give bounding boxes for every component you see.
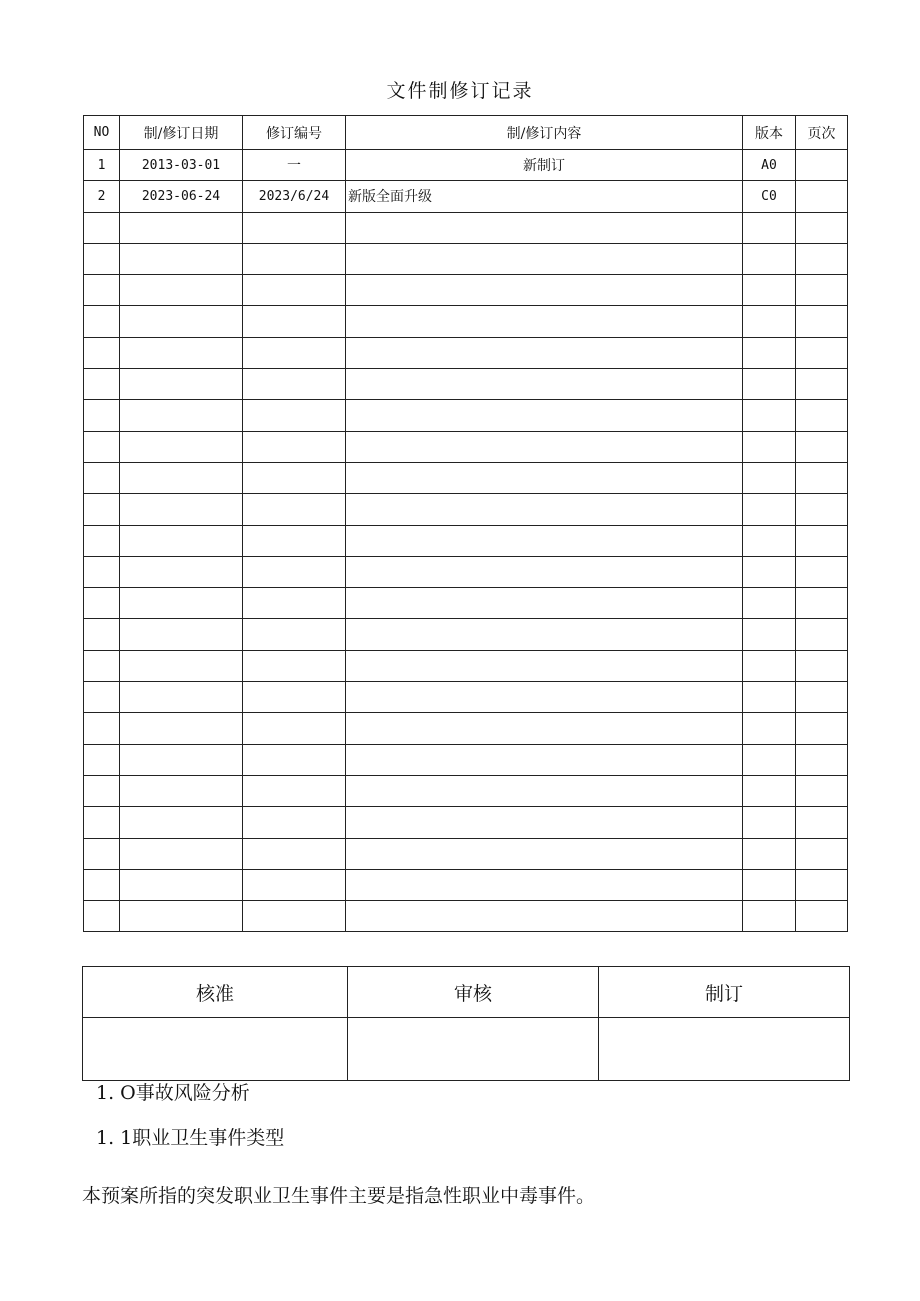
table-cell-empty — [743, 744, 796, 775]
table-cell-empty — [796, 807, 848, 838]
table-cell-empty — [743, 682, 796, 713]
approve-signature — [83, 1018, 348, 1081]
table-cell-empty — [346, 650, 743, 681]
table-cell-empty — [84, 212, 120, 243]
table-cell-empty — [796, 588, 848, 619]
table-cell-empty — [84, 275, 120, 306]
table-cell-empty — [346, 431, 743, 462]
section-heading-2: 1. 1职业卫生事件类型 — [96, 1127, 285, 1149]
table-cell-empty — [743, 494, 796, 525]
table-cell-empty — [120, 713, 243, 744]
table-cell-empty — [743, 400, 796, 431]
table-cell-empty — [346, 619, 743, 650]
header-number: 修订编号 — [243, 116, 346, 150]
table-row-empty — [84, 869, 848, 900]
table-row-empty — [84, 494, 848, 525]
table-cell-empty — [243, 243, 346, 274]
table-cell-empty — [243, 525, 346, 556]
table-cell-empty — [346, 462, 743, 493]
cell-content: 新制订 — [346, 150, 743, 181]
table-cell-empty — [84, 807, 120, 838]
table-cell-empty — [743, 212, 796, 243]
table-row-empty — [84, 212, 848, 243]
table-cell-empty — [796, 838, 848, 869]
table-cell-empty — [120, 869, 243, 900]
table-cell-empty — [346, 494, 743, 525]
table-cell-empty — [346, 713, 743, 744]
table-cell-empty — [84, 337, 120, 368]
table-cell-empty — [796, 775, 848, 806]
table-cell-empty — [743, 556, 796, 587]
body-paragraph: 本预案所指的突发职业卫生事件主要是指急性职业中毒事件。 — [82, 1185, 596, 1207]
header-version: 版本 — [743, 116, 796, 150]
table-cell-empty — [243, 306, 346, 337]
table-cell-empty — [796, 494, 848, 525]
table-cell-empty — [743, 337, 796, 368]
table-cell-empty — [120, 682, 243, 713]
table-cell-empty — [120, 744, 243, 775]
cell-date: 2023-06-24 — [120, 181, 243, 212]
table-row-empty — [84, 275, 848, 306]
table-cell-empty — [120, 556, 243, 587]
signoff-header-row — [83, 967, 850, 1018]
revision-table-header — [84, 116, 848, 150]
table-row-empty — [84, 807, 848, 838]
page-title: 文件制修订记录 — [386, 80, 534, 102]
table-cell-empty — [796, 619, 848, 650]
table-row-empty — [84, 775, 848, 806]
table-cell-empty — [84, 713, 120, 744]
table-cell-empty — [120, 650, 243, 681]
table-row-empty — [84, 431, 848, 462]
table-cell-empty — [796, 369, 848, 400]
table-row-empty — [84, 400, 848, 431]
table-cell-empty — [796, 556, 848, 587]
table-cell-empty — [84, 369, 120, 400]
table-cell-empty — [346, 400, 743, 431]
table-cell-empty — [346, 869, 743, 900]
table-row-empty — [84, 337, 848, 368]
table-cell-empty — [243, 588, 346, 619]
table-cell-empty — [243, 400, 346, 431]
cell-version: A0 — [743, 150, 796, 181]
table-cell-empty — [243, 275, 346, 306]
table-cell-empty — [796, 650, 848, 681]
table-row — [84, 181, 848, 212]
table-row-empty — [84, 682, 848, 713]
table-cell-empty — [743, 462, 796, 493]
table-cell-empty — [743, 619, 796, 650]
table-cell-empty — [120, 369, 243, 400]
table-cell-empty — [346, 682, 743, 713]
table-cell-empty — [84, 744, 120, 775]
table-cell-empty — [796, 400, 848, 431]
table-cell-empty — [796, 275, 848, 306]
table-cell-empty — [796, 431, 848, 462]
cell-pages — [796, 181, 848, 212]
table-row-empty — [84, 650, 848, 681]
table-row-empty — [84, 369, 848, 400]
table-row-empty — [84, 556, 848, 587]
table-cell-empty — [120, 243, 243, 274]
table-row-empty — [84, 243, 848, 274]
table-cell-empty — [346, 337, 743, 368]
table-cell-empty — [120, 775, 243, 806]
table-cell-empty — [796, 462, 848, 493]
table-cell-empty — [346, 807, 743, 838]
table-cell-empty — [796, 713, 848, 744]
table-cell-empty — [796, 212, 848, 243]
table-cell-empty — [796, 243, 848, 274]
header-pages: 页次 — [796, 116, 848, 150]
table-cell-empty — [796, 525, 848, 556]
table-cell-empty — [120, 306, 243, 337]
cell-number: 2023/6/24 — [243, 181, 346, 212]
table-cell-empty — [243, 337, 346, 368]
table-cell-empty — [346, 775, 743, 806]
table-cell-empty — [84, 494, 120, 525]
table-cell-empty — [346, 901, 743, 932]
signoff-value-row — [83, 1018, 850, 1081]
signoff-table — [82, 966, 850, 1081]
table-cell-empty — [84, 650, 120, 681]
table-cell-empty — [243, 556, 346, 587]
table-cell-empty — [84, 306, 120, 337]
table-row-empty — [84, 744, 848, 775]
table-cell-empty — [346, 243, 743, 274]
table-cell-empty — [120, 462, 243, 493]
cell-number: 一 — [243, 150, 346, 181]
section-heading-1: 1. O事故风险分析 — [96, 1082, 250, 1104]
table-cell-empty — [346, 306, 743, 337]
table-cell-empty — [120, 494, 243, 525]
table-row-empty — [84, 462, 848, 493]
table-cell-empty — [743, 713, 796, 744]
header-no: NO — [84, 116, 120, 150]
table-cell-empty — [120, 588, 243, 619]
table-row-empty — [84, 306, 848, 337]
table-cell-empty — [743, 243, 796, 274]
table-cell-empty — [796, 306, 848, 337]
table-cell-empty — [243, 901, 346, 932]
table-cell-empty — [84, 588, 120, 619]
prepare-label: 制订 — [599, 967, 850, 1018]
table-cell-empty — [120, 901, 243, 932]
table-cell-empty — [120, 619, 243, 650]
table-cell-empty — [120, 212, 243, 243]
table-row-empty — [84, 901, 848, 932]
header-date: 制/修订日期 — [120, 116, 243, 150]
table-cell-empty — [243, 619, 346, 650]
cell-no: 1 — [84, 150, 120, 181]
table-cell-empty — [346, 556, 743, 587]
table-row-empty — [84, 525, 848, 556]
table-cell-empty — [796, 682, 848, 713]
table-cell-empty — [346, 212, 743, 243]
table-cell-empty — [346, 369, 743, 400]
revision-table — [83, 115, 848, 932]
table-row-empty — [84, 838, 848, 869]
table-row-empty — [84, 713, 848, 744]
cell-pages — [796, 150, 848, 181]
table-cell-empty — [346, 525, 743, 556]
table-cell-empty — [243, 869, 346, 900]
table-cell-empty — [84, 869, 120, 900]
table-cell-empty — [84, 525, 120, 556]
table-cell-empty — [743, 275, 796, 306]
table-cell-empty — [120, 807, 243, 838]
prepare-signature — [599, 1018, 850, 1081]
table-cell-empty — [796, 744, 848, 775]
table-cell-empty — [84, 775, 120, 806]
table-cell-empty — [743, 650, 796, 681]
table-cell-empty — [84, 901, 120, 932]
cell-no: 2 — [84, 181, 120, 212]
table-cell-empty — [84, 619, 120, 650]
cell-content: 新版全面升级 — [346, 181, 743, 212]
table-cell-empty — [84, 400, 120, 431]
cell-version: C0 — [743, 181, 796, 212]
table-cell-empty — [743, 807, 796, 838]
table-cell-empty — [243, 775, 346, 806]
table-cell-empty — [243, 369, 346, 400]
table-cell-empty — [120, 275, 243, 306]
table-cell-empty — [346, 275, 743, 306]
cell-date: 2013-03-01 — [120, 150, 243, 181]
table-cell-empty — [243, 212, 346, 243]
table-cell-empty — [743, 431, 796, 462]
table-cell-empty — [743, 525, 796, 556]
table-cell-empty — [243, 431, 346, 462]
table-cell-empty — [346, 838, 743, 869]
table-cell-empty — [120, 400, 243, 431]
table-cell-empty — [84, 243, 120, 274]
table-cell-empty — [743, 901, 796, 932]
table-row — [84, 150, 848, 181]
table-cell-empty — [243, 462, 346, 493]
table-cell-empty — [243, 807, 346, 838]
table-cell-empty — [796, 337, 848, 368]
table-cell-empty — [84, 838, 120, 869]
table-cell-empty — [84, 462, 120, 493]
table-cell-empty — [84, 682, 120, 713]
table-cell-empty — [84, 556, 120, 587]
table-cell-empty — [243, 682, 346, 713]
table-cell-empty — [796, 869, 848, 900]
table-row-empty — [84, 588, 848, 619]
table-cell-empty — [743, 306, 796, 337]
review-signature — [348, 1018, 599, 1081]
table-cell-empty — [84, 431, 120, 462]
table-cell-empty — [243, 744, 346, 775]
table-cell-empty — [743, 775, 796, 806]
approve-label: 核准 — [83, 967, 348, 1018]
table-cell-empty — [743, 838, 796, 869]
table-cell-empty — [120, 337, 243, 368]
table-cell-empty — [243, 713, 346, 744]
table-cell-empty — [120, 838, 243, 869]
table-cell-empty — [120, 525, 243, 556]
table-cell-empty — [743, 369, 796, 400]
table-cell-empty — [796, 901, 848, 932]
table-cell-empty — [743, 588, 796, 619]
review-label: 审核 — [348, 967, 599, 1018]
table-cell-empty — [120, 431, 243, 462]
table-cell-empty — [243, 650, 346, 681]
header-content: 制/修订内容 — [346, 116, 743, 150]
table-cell-empty — [243, 494, 346, 525]
table-cell-empty — [743, 869, 796, 900]
table-cell-empty — [243, 838, 346, 869]
table-cell-empty — [346, 588, 743, 619]
table-cell-empty — [346, 744, 743, 775]
table-row-empty — [84, 619, 848, 650]
